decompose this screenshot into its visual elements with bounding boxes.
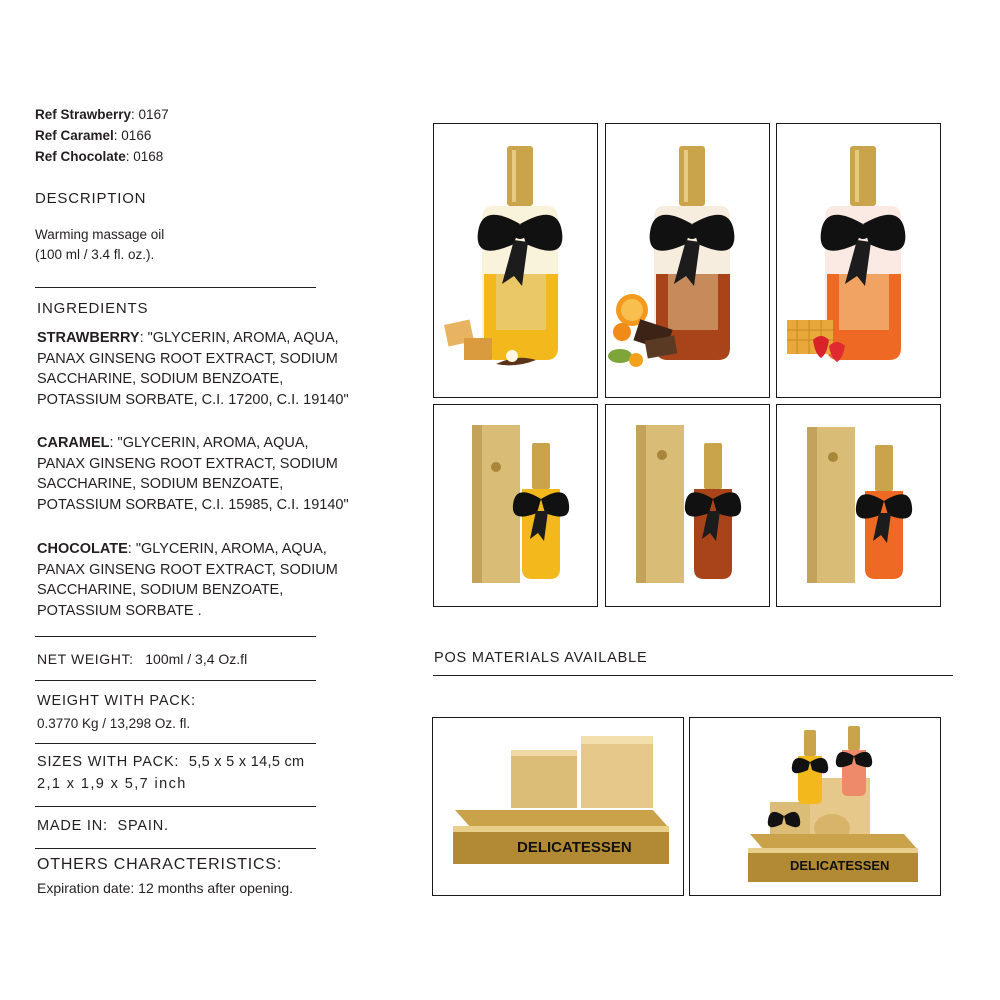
ref-strawberry [35,105,169,125]
ingredient-line: : "GLYCERIN, AROMA, AQUA, [127,541,327,557]
ingredients-heading: INGREDIENTS [37,300,149,317]
ingredient-line: PANAX GINSENG ROOT EXTRACT, SODIUM [37,561,338,578]
ref-chocolate [35,147,163,167]
pos-brand-label: DELICATESSEN [790,858,890,873]
ref-label: Ref Strawberry [35,107,132,122]
ingredient-line: POTASSIUM SORBATE . [37,602,202,619]
net-weight [37,649,247,669]
divider [35,680,316,681]
ingredient-line: POTASSIUM SORBATE, C.I. 17200, C.I. 19140" [37,391,349,408]
ref-code: : 0167 [131,107,169,122]
chocolate-bottle-image [606,124,769,397]
description-line-1: Warming massage oil [35,227,165,242]
pos-display-filled-image [690,718,940,895]
others-value: Expiration date: 12 months after opening. [37,880,294,896]
strawberry-box-image [777,405,940,606]
caramel-box-image [434,405,597,606]
divider [35,806,316,807]
made-in [37,818,169,834]
weight-with-pack-value: 0.3770 Kg / 13,298 Oz. fl. [37,716,191,731]
others-label: OTHERS CHARACTERISTICS: [37,856,283,873]
photo-caramel-box [433,404,598,607]
pos-brand-label: DELICATESSEN [517,839,632,856]
photo-pos-display-filled [689,717,941,896]
divider [35,287,316,288]
ingredient-line: : "GLYCERIN, AROMA, AQUA, [139,330,339,346]
weight-with-pack-label: WEIGHT WITH PACK: [37,693,196,709]
made-in-value: SPAIN. [117,818,169,834]
pos-heading: POS MATERIALS AVAILABLE [434,650,648,666]
description-line-2: (100 ml / 3.4 fl. oz.). [35,247,155,262]
ingredient-line: POTASSIUM SORBATE, C.I. 15985, C.I. 19140" [37,496,349,513]
ref-caramel [35,126,151,146]
photo-strawberry-bottle [776,123,941,398]
photo-chocolate-bottle [605,123,770,398]
ingredient-line: PANAX GINSENG ROOT EXTRACT, SODIUM [37,455,338,472]
strawberry-bottle-image [777,124,940,397]
divider [433,675,953,676]
divider [35,743,316,744]
divider [35,636,316,637]
net-weight-label: NET WEIGHT: [37,651,134,667]
net-weight-value: 100ml / 3,4 Oz.fl [145,651,248,667]
photo-chocolate-box [605,404,770,607]
made-in-label: MADE IN: [37,818,108,834]
caramel-bottle-image [434,124,597,397]
ref-label: Ref Caramel [35,128,114,143]
ingredient-chocolate [37,539,338,621]
divider [35,848,316,849]
ingredient-line: SACCHARINE, SODIUM BENZOATE, [37,371,284,387]
photo-caramel-bottle [433,123,598,398]
sizes-with-pack-inch: 2,1 x 1,9 x 5,7 inch [37,776,187,792]
ingredient-caramel [37,433,349,515]
description-heading: DESCRIPTION [35,190,147,207]
pos-display-empty-image [433,718,683,895]
chocolate-box-image [606,405,769,606]
ingredient-line: SACCHARINE, SODIUM BENZOATE, [37,476,284,492]
sizes-with-pack-label: SIZES WITH PACK: [37,754,180,770]
ref-code: : 0168 [125,149,164,164]
ingredient-line: : "GLYCERIN, AROMA, AQUA, [109,435,309,451]
ingredient-name: CHOCOLATE [37,541,128,557]
ingredient-line: SACCHARINE, SODIUM BENZOATE, [37,582,284,598]
ingredient-name: CARAMEL [37,435,110,451]
photo-strawberry-box [776,404,941,607]
sizes-with-pack [37,754,304,770]
sizes-with-pack-cm: 5,5 x 5 x 14,5 cm [188,754,305,770]
ingredient-strawberry [37,328,349,410]
photo-pos-display-empty [432,717,684,896]
ref-code: : 0166 [113,128,152,143]
ingredient-line: PANAX GINSENG ROOT EXTRACT, SODIUM [37,350,338,367]
ingredient-name: STRAWBERRY [37,330,140,346]
ref-label: Ref Chocolate [35,149,126,164]
